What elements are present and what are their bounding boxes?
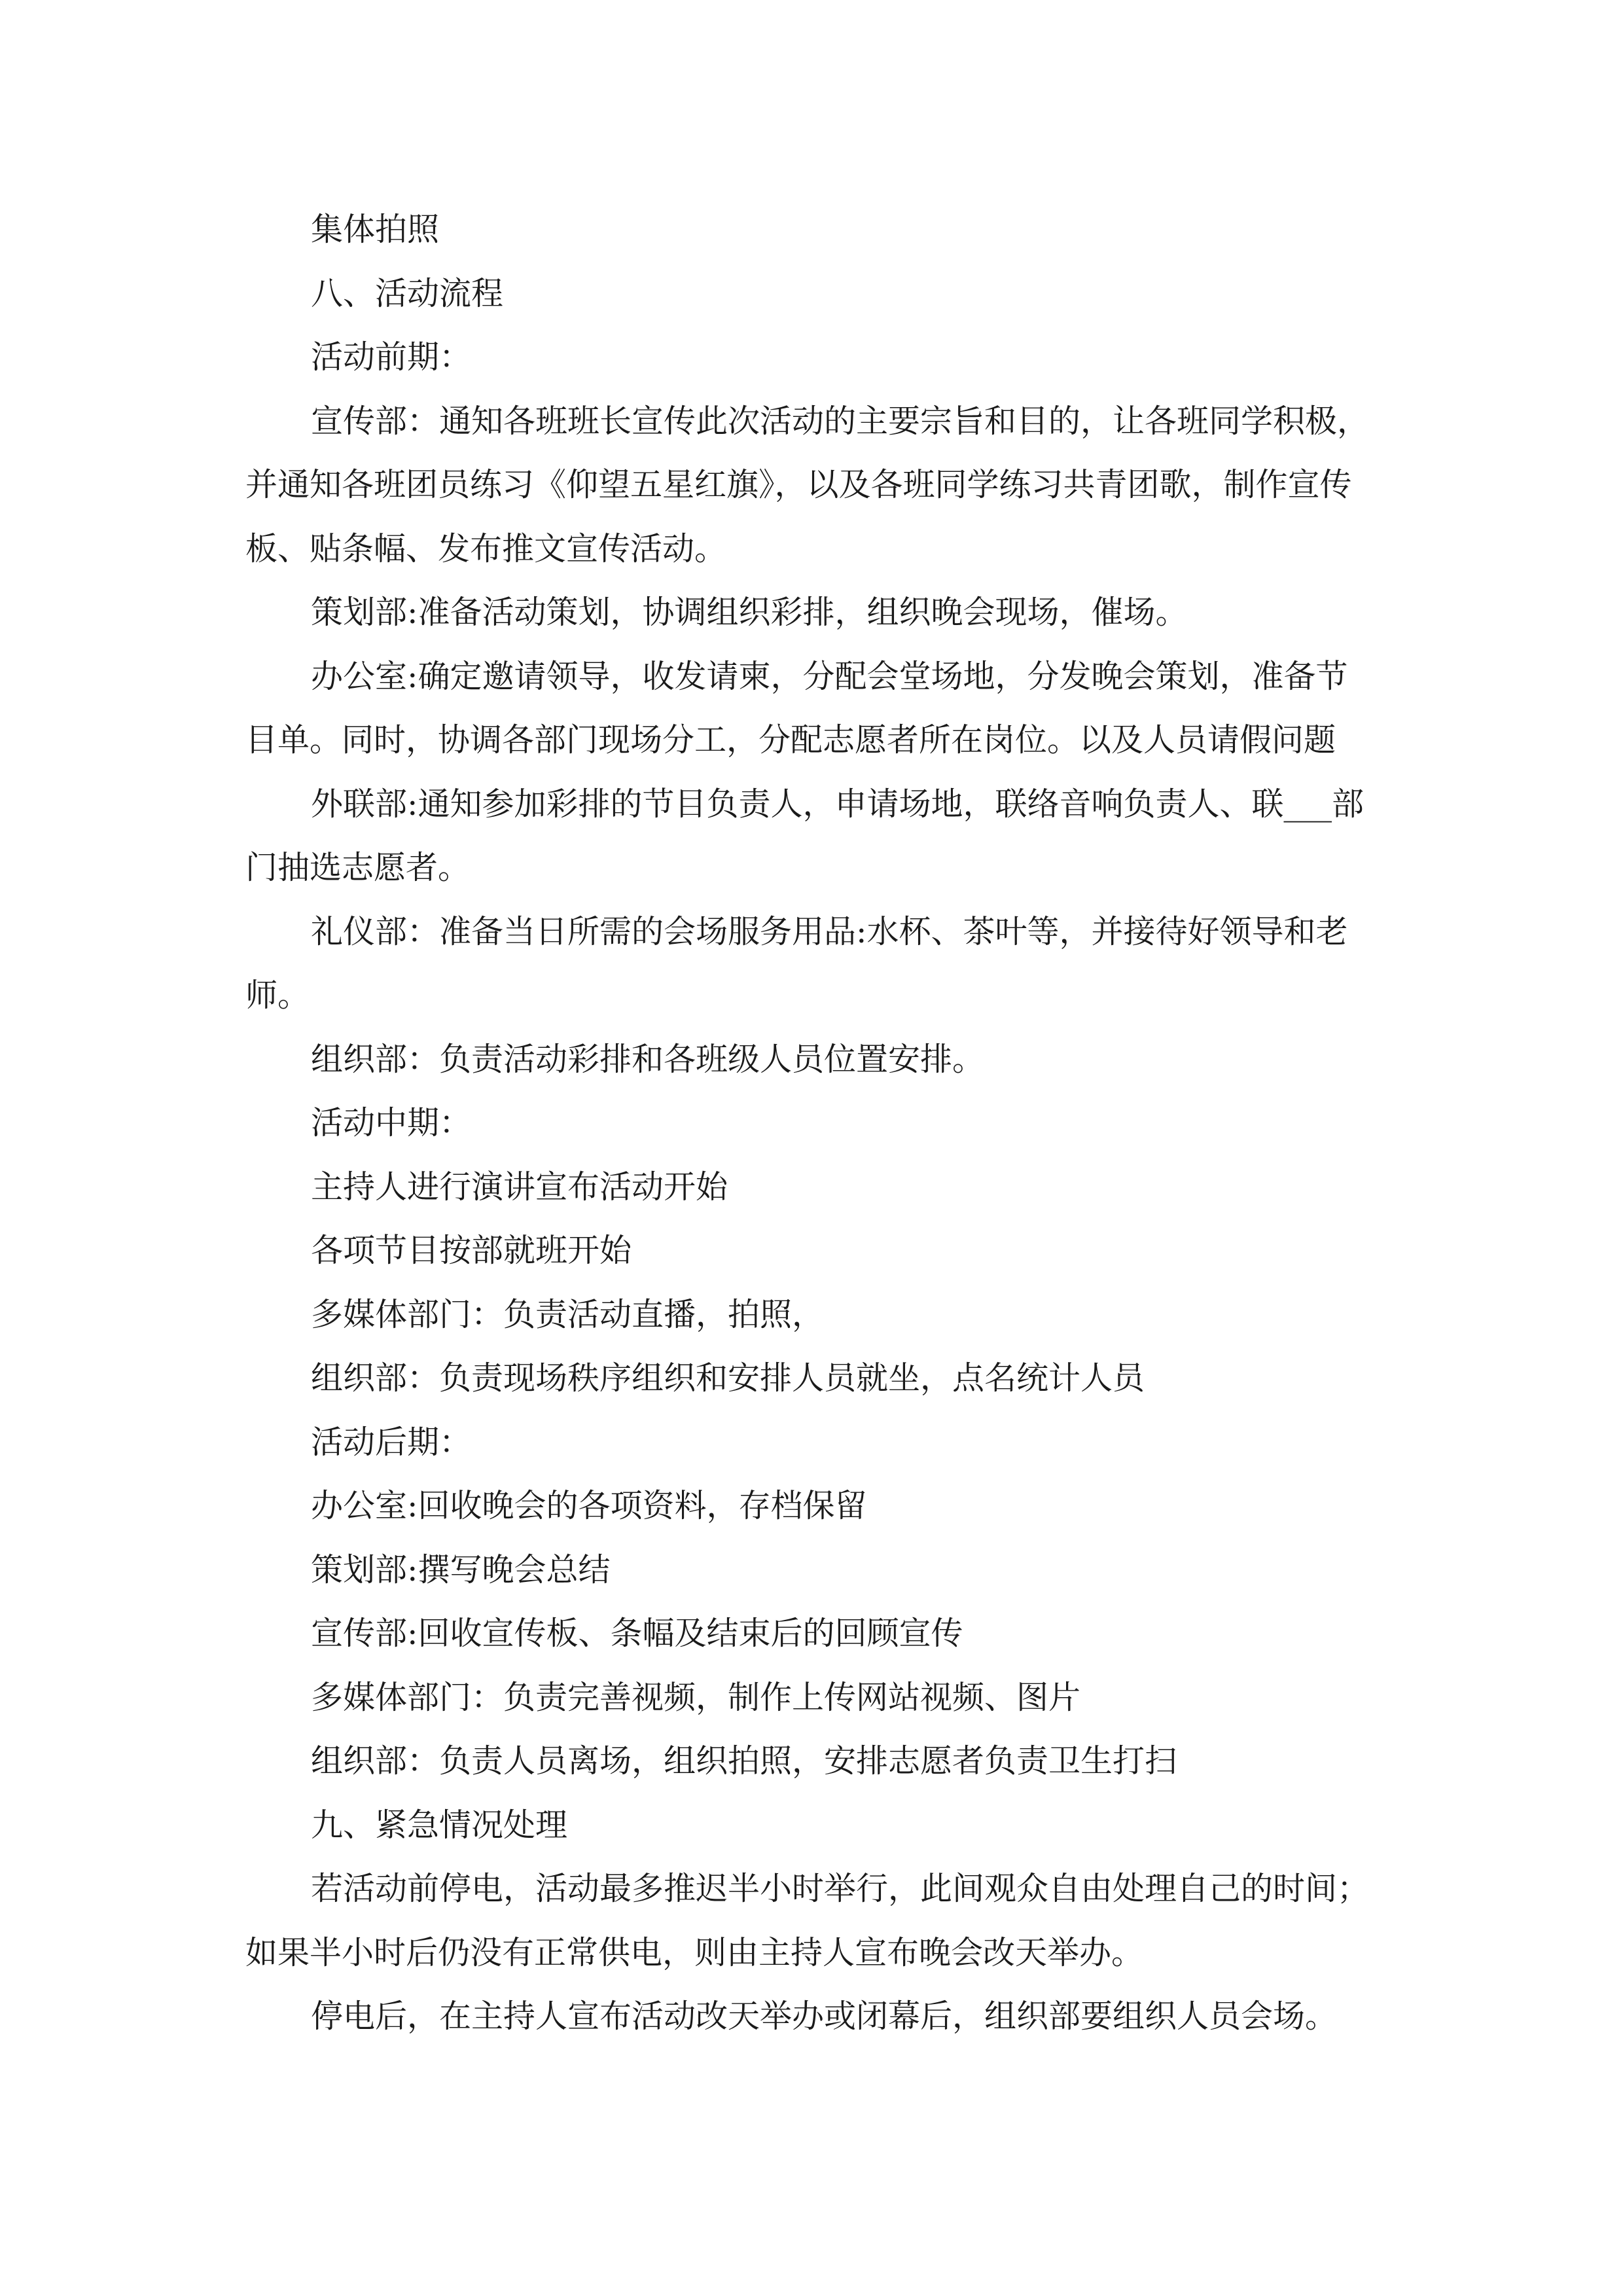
- text-line: 九、紧急情况处理: [311, 1806, 568, 1844]
- text-line: 组织部：负责现场秩序组织和安排人员就坐，点名统计人员: [311, 1359, 1145, 1397]
- text-line: 活动中期：: [311, 1104, 472, 1141]
- paragraph-external-liaison: [245, 772, 1387, 900]
- text-line: 门抽选志愿者。: [245, 849, 471, 886]
- text-line: 集体拍照: [311, 211, 440, 248]
- text-line: 主持人进行演讲宣布活动开始: [311, 1168, 728, 1206]
- text-line: 策划部:撰写晚会总结: [311, 1551, 611, 1588]
- text-line: 多媒体部门：负责活动直播，拍照，: [311, 1295, 825, 1333]
- text-line: 宣传部：通知各班班长宣传此次活动的主要宗旨和目的，让各班同学积极，: [311, 402, 1370, 440]
- text-line: 活动后期：: [311, 1423, 472, 1461]
- subheading-pre-activity: [245, 325, 1387, 389]
- paragraph-power-outage-after: [245, 1984, 1387, 2049]
- paragraph-organization-order: [245, 1346, 1387, 1410]
- text-line: 组织部：负责活动彩排和各班级人员位置安排。: [311, 1040, 985, 1078]
- text-line: 若活动前停电，活动最多推迟半小时举行，此间观众自由处理自己的时间；: [311, 1870, 1370, 1907]
- text-line: 活动前期：: [311, 338, 472, 376]
- paragraph-power-outage-before: [245, 1857, 1387, 1984]
- text-line: 停电后，在主持人宣布活动改天举办或闭幕后，组织部要组织人员会场。: [311, 1998, 1338, 2035]
- paragraph-programs-start: [245, 1219, 1387, 1283]
- text-line: 策划部:准备活动策划，协调组织彩排，组织晚会现场，催场。: [311, 594, 1188, 631]
- text-line: 师。: [245, 977, 310, 1014]
- text-line: 办公室:确定邀请领导，收发请柬，分配会堂场地，分发晚会策划，准备节: [311, 657, 1348, 695]
- text-line: 八、活动流程: [311, 274, 504, 312]
- paragraph-multimedia-video: [245, 1666, 1387, 1730]
- text-line: 宣传部:回收宣传板、条幅及结束后的回顾宣传: [311, 1615, 963, 1652]
- text-line: 并通知各班团员练习《仰望五星红旗》，以及各班同学练习共青团歌，制作宣传: [245, 466, 1352, 503]
- paragraph-office-archive: [245, 1474, 1387, 1538]
- subheading-mid-activity: [245, 1091, 1387, 1155]
- text-line: 目单。同时，协调各部门现场分工，分配志愿者所在岗位。以及人员请假问题: [245, 721, 1336, 759]
- paragraph-planning-department: [245, 581, 1387, 645]
- section-heading-emergency: [245, 1793, 1387, 1857]
- text-line: 各项节目按部就班开始: [311, 1232, 632, 1269]
- paragraph-organization-exit: [245, 1729, 1387, 1793]
- text-line: 多媒体部门：负责完善视频，制作上传网站视频、图片: [311, 1678, 1081, 1716]
- document-body: [245, 198, 1387, 2049]
- text-line: 外联部:通知参加彩排的节目负责人，申请场地，联络音响负责人、联___部: [311, 785, 1364, 823]
- paragraph-office: [245, 645, 1387, 772]
- text-line: 如果半小时后仍没有正常供电，则由主持人宣布晚会改天举办。: [245, 1933, 1144, 1971]
- paragraph-publicity-review: [245, 1602, 1387, 1666]
- paragraph-planning-summary: [245, 1538, 1387, 1602]
- text-line: 组织部：负责人员离场，组织拍照，安排志愿者负责卫生打扫: [311, 1742, 1177, 1780]
- paragraph-host-opening: [245, 1155, 1387, 1219]
- paragraph-etiquette-department: [245, 900, 1387, 1028]
- section-heading-activity-process: [245, 262, 1387, 326]
- paragraph-multimedia-live: [245, 1283, 1387, 1347]
- paragraph-organization-rehearsal: [245, 1028, 1387, 1092]
- paragraph-group-photo: [245, 198, 1387, 262]
- text-line: 办公室:回收晚会的各项资料，存档保留: [311, 1487, 867, 1524]
- text-line: 板、贴条幅、发布推文宣传活动。: [245, 529, 727, 567]
- paragraph-publicity-department: [245, 389, 1387, 581]
- text-line: 礼仪部：准备当日所需的会场服务用品:水杯、茶叶等，并接待好领导和老: [311, 912, 1348, 950]
- subheading-post-activity: [245, 1410, 1387, 1475]
